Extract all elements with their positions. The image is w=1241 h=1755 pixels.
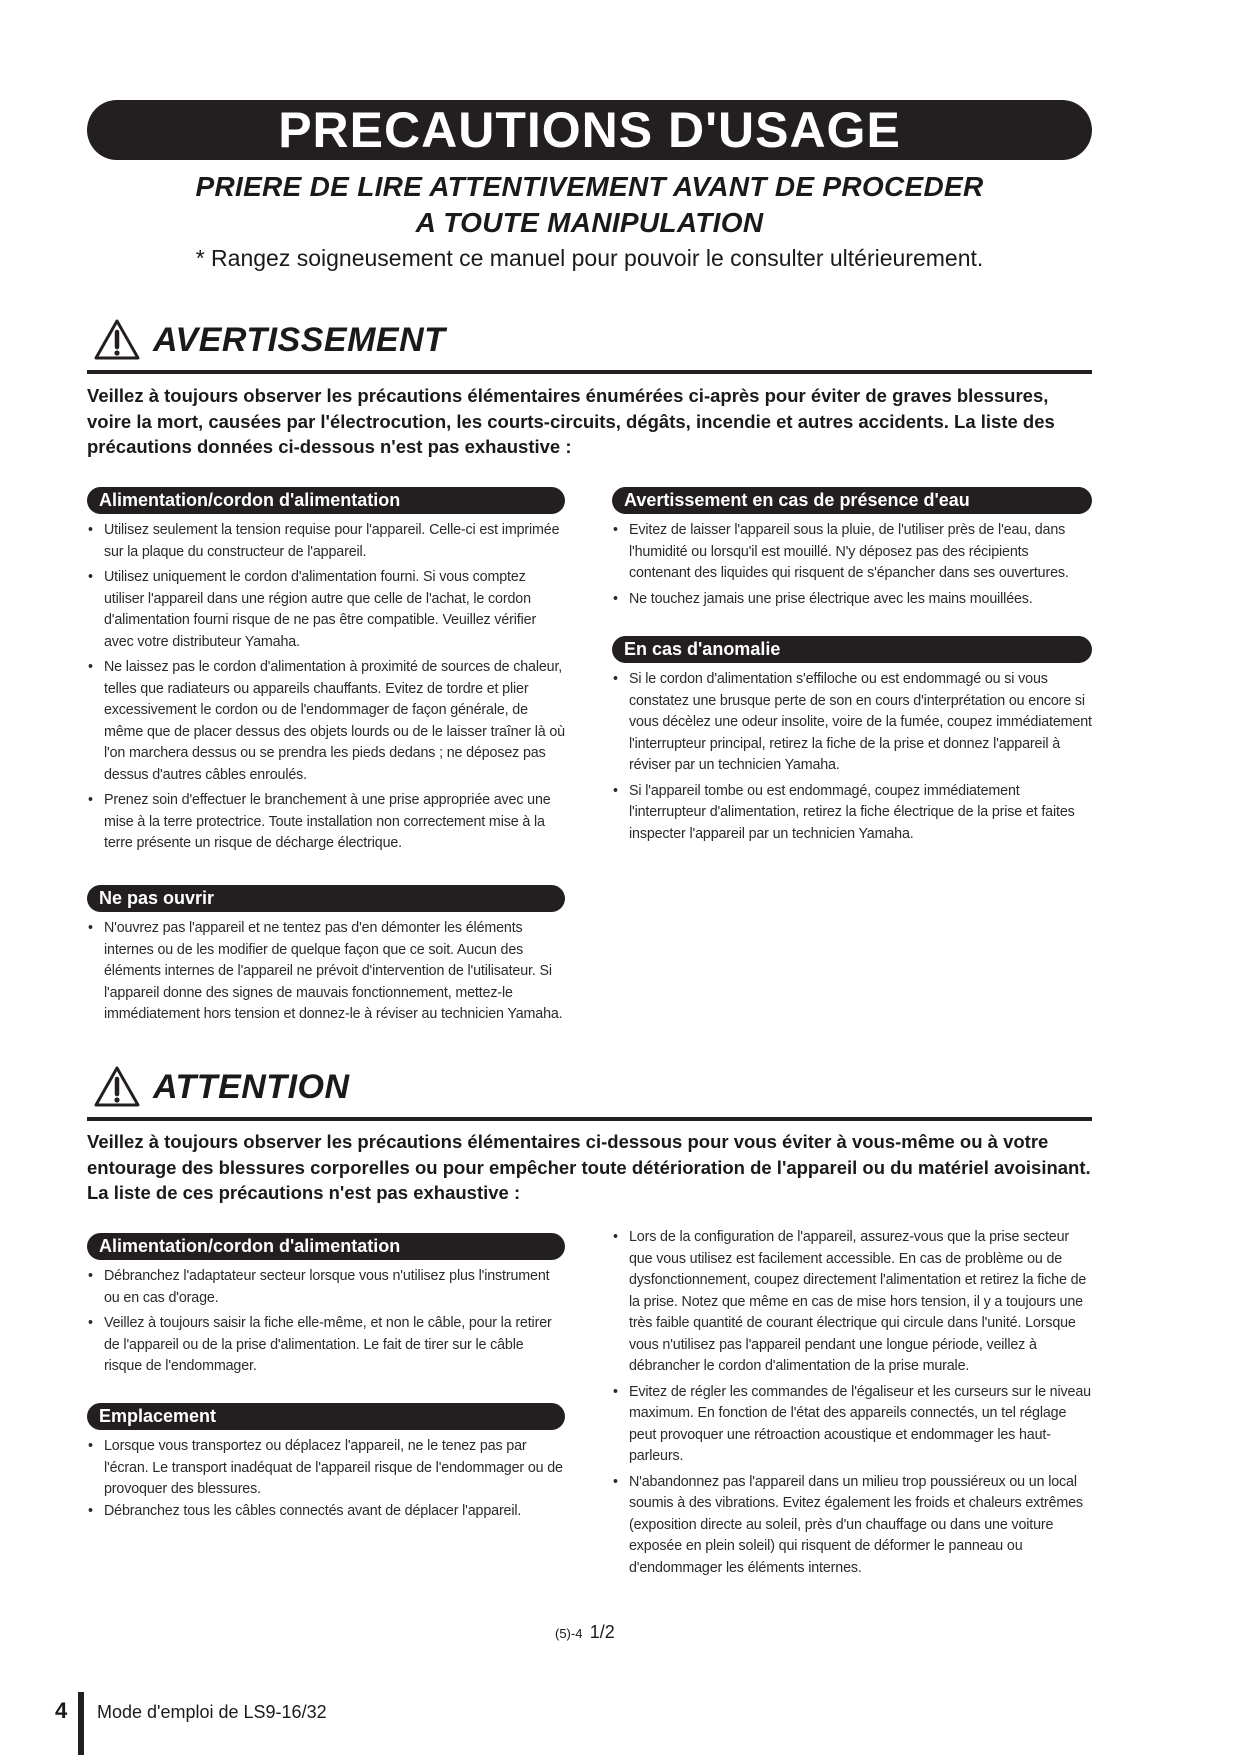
list-item: • Débranchez l'adaptateur secteur lorsque vous n'utilisez plus l'instrument ou en cas d'orage. bbox=[87, 1266, 565, 1309]
page-number: 4 bbox=[55, 1698, 68, 1723]
warning-water-heading: Avertissement en cas de présence d'eau bbox=[612, 487, 1092, 514]
subtitle-line-1: PRIERE DE LIRE ATTENTIVEMENT AVANT DE PROCEDER bbox=[195, 171, 984, 202]
warning-power-list bbox=[87, 520, 565, 855]
revision-code bbox=[555, 1622, 615, 1644]
list-item: • Lorsque vous transportez ou déplacez l'appareil, ne le tenez pas par l'écran. Le transport inadéquat de l'appareil risque de l'endommager ou de provoquer des blessures. bbox=[87, 1436, 565, 1501]
caution-placement-heading: Emplacement bbox=[87, 1403, 565, 1430]
caution-title: ATTENTION bbox=[153, 1068, 350, 1106]
caution-section-header bbox=[87, 1063, 1092, 1113]
warning-open-heading: Ne pas ouvrir bbox=[87, 885, 565, 912]
warning-open-list bbox=[87, 918, 565, 1026]
warning-triangle-icon bbox=[94, 318, 140, 360]
list-item: • Ne laissez pas le cordon d'alimentation à proximité de sources de chaleur, telles que radiateurs ou appareils chauffants. Evitez de tordre et plier excessivement le cordon ou de l'endommager de façon générale, de même que de placer dessus des objets lourds ou de le laisser traîner là où l'on marchera dessus ou se prendra les pieds dedans ; ne déposez pas dessus d'autres câbles enroulés. bbox=[87, 657, 565, 786]
caution-divider bbox=[87, 1117, 1092, 1121]
warning-intro: Veillez à toujours observer les précautions élémentaires énumérées ci-après pour éviter de graves blessures, voire la mort, causées par l'électrocution, les courts-circuits, dégâts, incendie et autres accidents. La liste des précautions données ci-dessous n'est pas exhaustive : bbox=[87, 385, 1055, 457]
warning-title: AVERTISSEMENT bbox=[153, 321, 446, 359]
list-item: • Si le cordon d'alimentation s'effiloche ou est endommagé ou si vous constatez une brusque perte de son en cours d'interprétation ou encore si vous décèlez une odeur insolite, voire de la fumée, coupez immédiatement l'interrupteur principal, retirez la fiche de la prise et donnez l'appareil à réviser par un technicien Yamaha. bbox=[612, 669, 1092, 777]
revision-fraction: 1/2 bbox=[589, 1622, 615, 1642]
list-item: • Evitez de laisser l'appareil sous la pluie, de l'utiliser près de l'eau, dans l'humidité ou lorsqu'il est mouillé. N'y déposez pas des récipients contenant des liquides qui risquent de s'épancher dans ses ouvertures. bbox=[612, 520, 1092, 585]
list-item: • Utilisez seulement la tension requise pour l'appareil. Celle-ci est imprimée sur la plaque du constructeur de l'appareil. bbox=[87, 520, 565, 563]
list-item: • N'ouvrez pas l'appareil et ne tentez pas d'en démonter les éléments internes ou de les modifier de quelque façon que ce soit. Aucun des éléments internes de l'appareil ne prévoit d'intervention de l'utilisateur. Si l'appareil donne des signes de mauvais fonctionnement, mettez-le immédiatement hors tension et donnez-le à réviser au technicien Yamaha. bbox=[87, 918, 565, 1026]
warning-power-heading: Alimentation/cordon d'alimentation bbox=[87, 487, 565, 514]
manual-name: Mode d'emploi de LS9-16/32 bbox=[97, 1702, 327, 1722]
warning-anomaly-heading: En cas d'anomalie bbox=[612, 636, 1092, 663]
warning-section-header bbox=[87, 316, 1092, 366]
caution-placement-list bbox=[87, 1436, 565, 1522]
list-item: • Evitez de régler les commandes de l'égaliseur et les curseurs sur le niveau maximum. En fonction de l'état des appareils connectés, un tel réglage peut provoquer une rétroaction acoustique et endommager les haut-parleurs. bbox=[612, 1382, 1092, 1468]
list-item: • Prenez soin d'effectuer le branchement à une prise appropriée avec une mise à la terre protectrice. Toute installation non correctement mise à la terre présente un risque de décharge électrique. bbox=[87, 790, 565, 855]
caution-right-list bbox=[612, 1227, 1092, 1579]
list-item: • Utilisez uniquement le cordon d'alimentation fourni. Si vous comptez utiliser l'appareil dans une région autre que celle de l'achat, le cordon d'alimentation fourni risque de ne pas être compatible. Veuillez vérifier avec votre distributeur Yamaha. bbox=[87, 567, 565, 653]
caution-triangle-icon bbox=[94, 1065, 140, 1107]
warning-divider bbox=[87, 370, 1092, 374]
list-item: • N'abandonnez pas l'appareil dans un milieu trop poussiéreux ou un local soumis à des vibrations. Evitez également les froids et chaleurs extrêmes (exposition directe au soleil, près d'un chauffage ou dans une voiture exposée en plein soleil) qui risquent de déformer le panneau ou d'endommager les éléments internes. bbox=[612, 1472, 1092, 1580]
list-item: • Ne touchez jamais une prise électrique avec les mains mouillées. bbox=[612, 589, 1092, 611]
caution-power-list bbox=[87, 1266, 565, 1378]
revision-number: (5)-4 bbox=[555, 1626, 583, 1641]
list-item: • Débranchez tous les câbles connectés avant de déplacer l'appareil. bbox=[87, 1501, 565, 1523]
keep-manual-note: * Rangez soigneusement ce manuel pour pouvoir le consulter ultérieurement. bbox=[195, 245, 984, 271]
list-item: • Lors de la configuration de l'appareil, assurez-vous que la prise secteur que vous utilisez est facilement accessible. En cas de problème ou de dysfonctionnement, coupez directement l'alimentation et retirez la fiche de la prise. Notez que même en cas de mise hors tension, il y a toujours une très faible quantité de courant électrique qui circule dans l'unité. Lorsque vous n'utilisez pas l'appareil pendant une longue période, veillez à débrancher le cordon d'alimentation de la prise murale. bbox=[612, 1227, 1092, 1378]
warning-anomaly-list bbox=[612, 669, 1092, 845]
caution-intro: Veillez à toujours observer les précautions élémentaires ci-dessous pour vous éviter à vous-même ou à votre entourage des blessures corporelles ou pour empêcher toute détérioration de l'appareil ou du matériel avoisinant. La liste de ces précautions n'est pas exhaustive : bbox=[87, 1131, 1091, 1203]
warning-water-list bbox=[612, 520, 1092, 610]
subtitle-line-2: A TOUTE MANIPULATION bbox=[415, 207, 764, 238]
list-item: • Si l'appareil tombe ou est endommagé, coupez immédiatement l'interrupteur d'alimentation, retirez la fiche électrique de la prise et faites inspecter l'appareil par un technicien Yamaha. bbox=[612, 781, 1092, 846]
page-title-banner: PRECAUTIONS D'USAGE bbox=[87, 100, 1092, 160]
page-marker-bar bbox=[78, 1692, 84, 1755]
caution-power-heading: Alimentation/cordon d'alimentation bbox=[87, 1233, 565, 1260]
list-item: • Veillez à toujours saisir la fiche elle-même, et non le câble, pour la retirer de l'appareil ou de la prise d'alimentation. Le fait de tirer sur le câble risque de l'endommager. bbox=[87, 1313, 565, 1378]
